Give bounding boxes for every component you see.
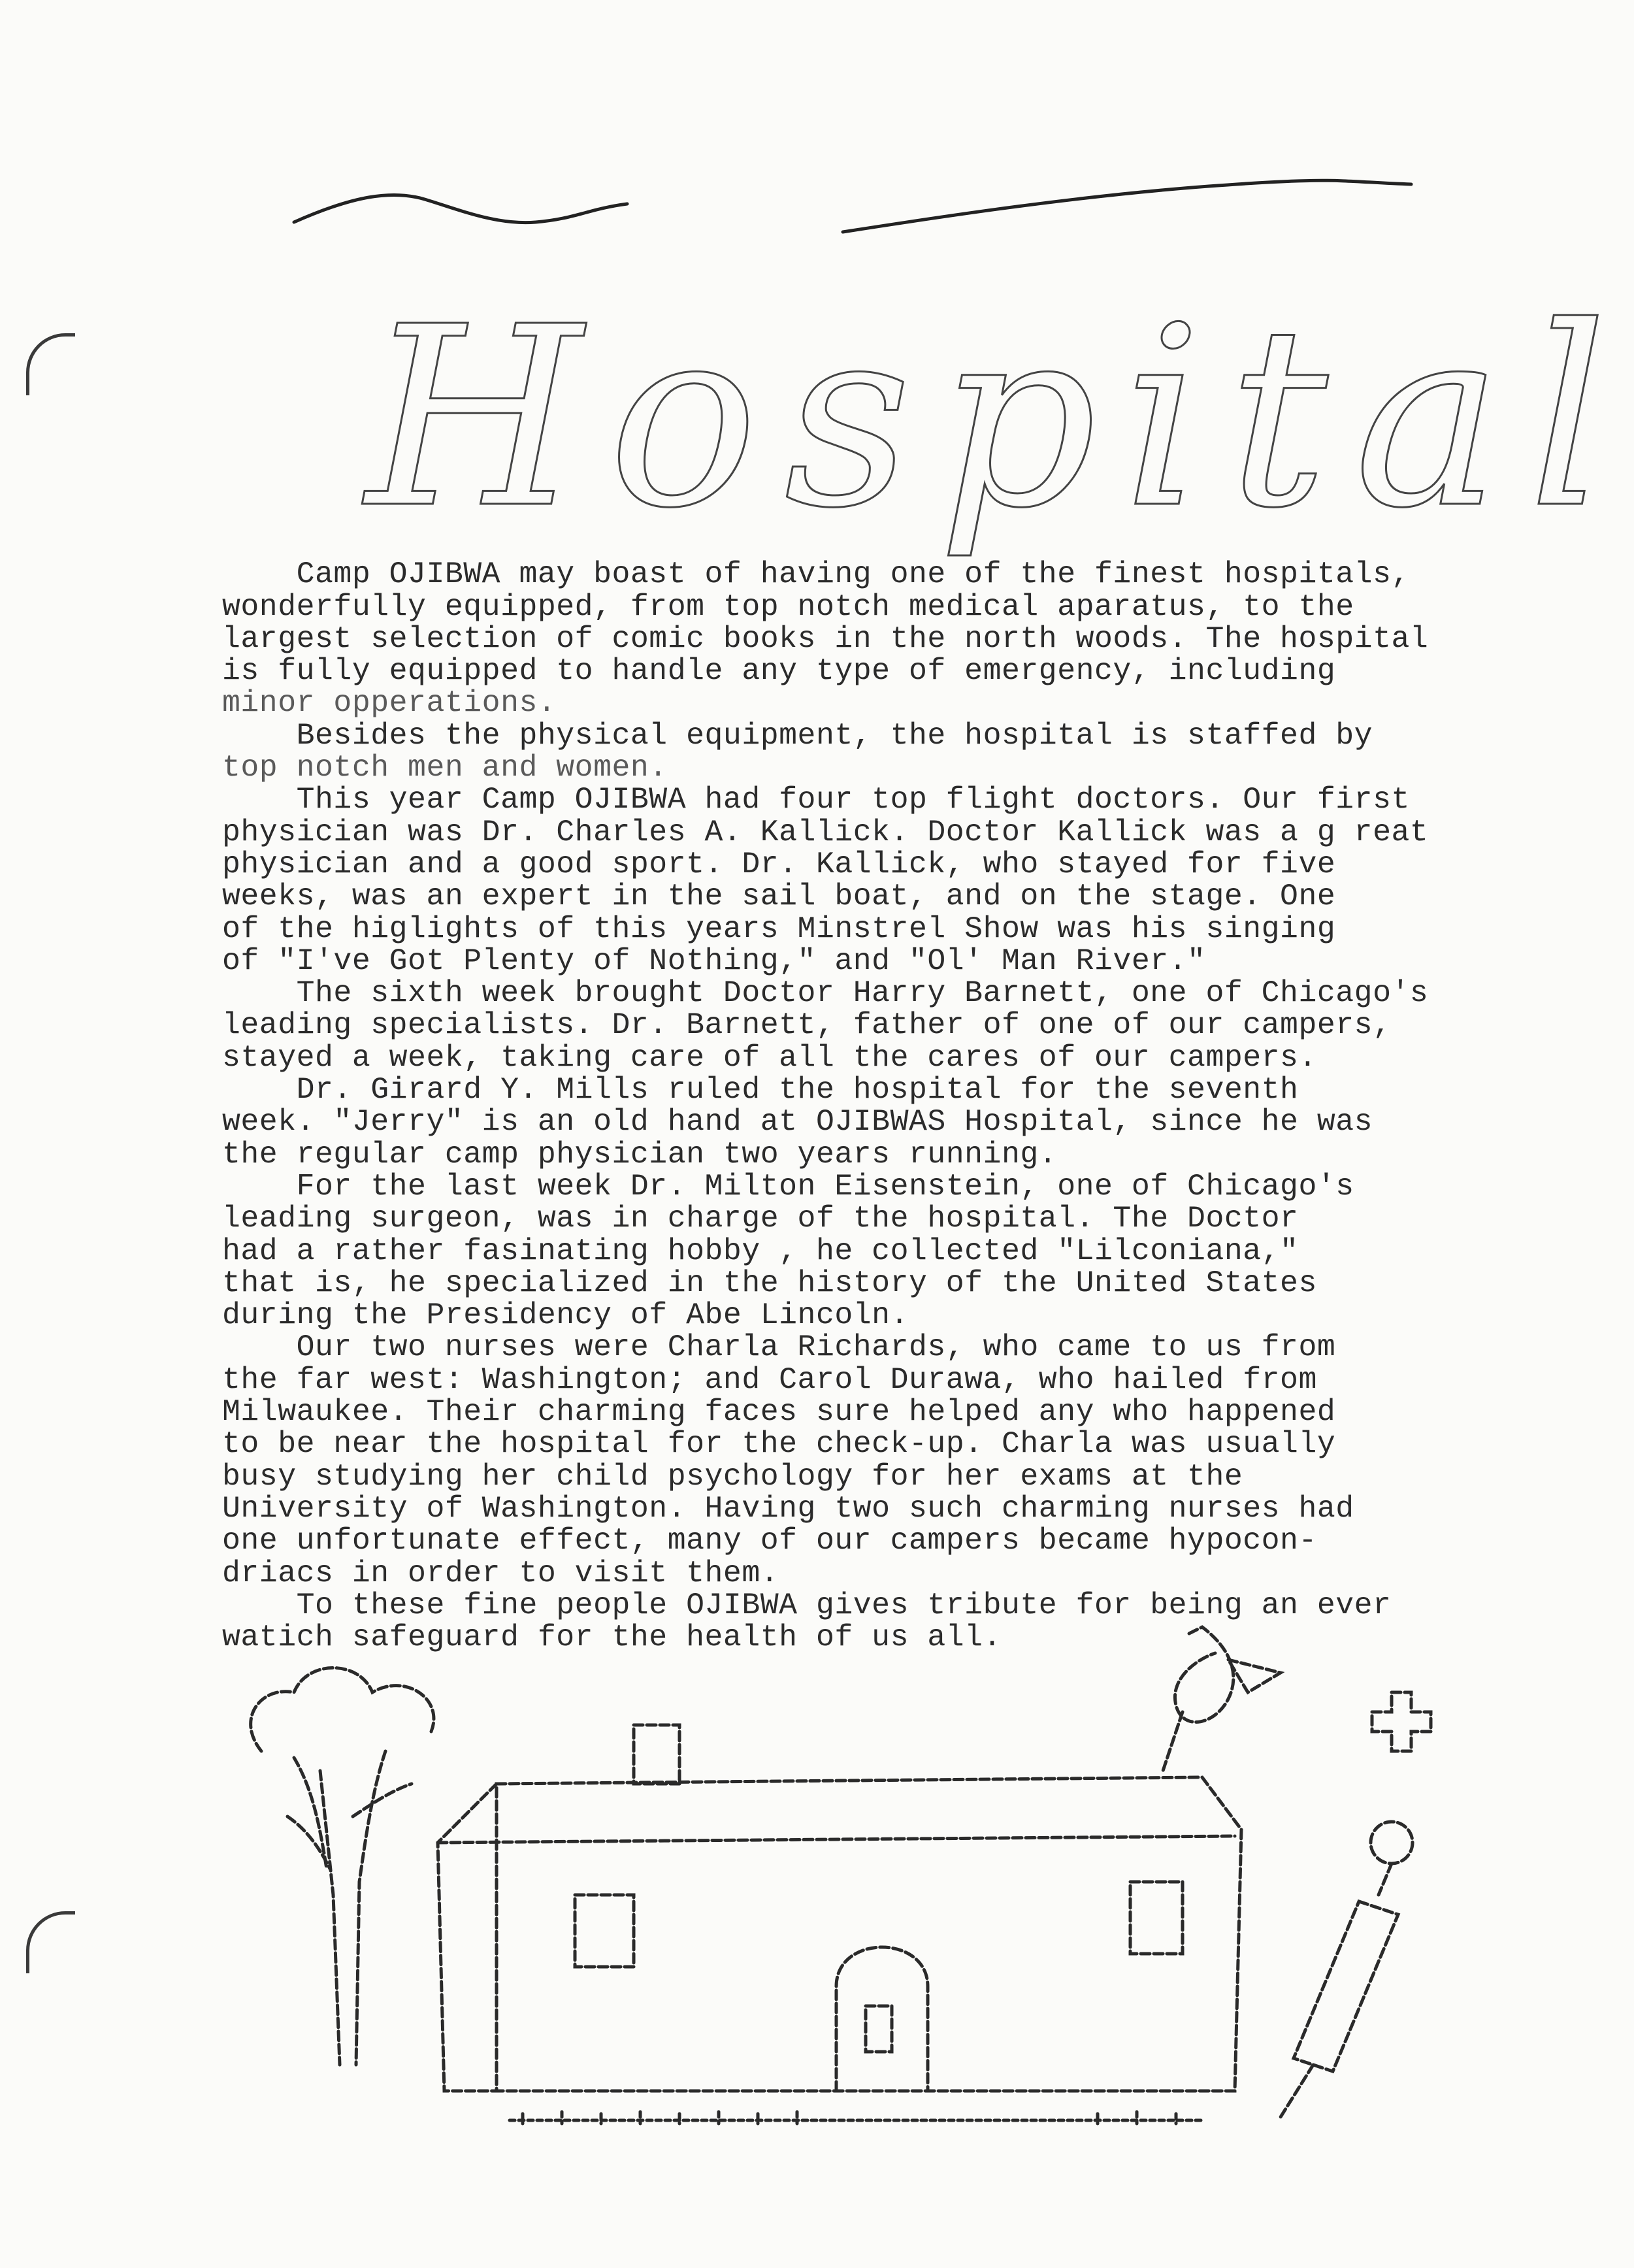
paragraph-mills: Dr. Girard Y. Mills ruled the hospital for the seventh week. "Jerry" is an old hand at OJIBWAS Hospital, since he was the regular camp physician two years running.	[222, 1072, 1373, 1172]
article-body	[222, 526, 1463, 1653]
house-icon	[438, 1777, 1241, 2091]
paragraph-tribute: To these fine people OJIBWA gives tribute for being an ever watich safeguard for the health of us all.	[222, 1587, 1392, 1655]
tree-icon	[251, 1668, 434, 2065]
hospital-drawing-illustration	[222, 1620, 1450, 2143]
punch-hole-mark	[26, 333, 75, 395]
syringe-icon	[1281, 1822, 1413, 2117]
page-title: Hospital	[366, 273, 1634, 563]
paragraph-doctors: This year Camp OJIBWA had four top flight doctors. Our first physician was Dr. Charles A. Kallick. Doctor Kallick was a g reat physician and a good sport. Dr. Kallick, who stayed for five weeks, was an expert in the sail boat, and on the stage. One of the higlights of this years Minstrel Show was his singing of "I've Got Plenty of Nothing," and "Ol' Man River."	[222, 782, 1429, 978]
paragraph-eisenstein: For the last week Dr. Milton Eisenstein, one of Chicago's leading surgeon, was in charge of the hospital. The Doctor had a rather fasinating hobby , he collected "Lilconiana," that is, he specialized in the history of the United States during the Presidency of Abe Lincoln.	[222, 1168, 1354, 1333]
medical-cross-icon	[1372, 1692, 1431, 1751]
paragraph-intro: Camp OJIBWA may boast of having one of the finest hospitals, wonderfully equipped, from top notch medical aparatus, to the largest selection of comic books in the north woods. The hospital is fully equipped to handle any type of emergency, including minor opperations.	[222, 557, 1429, 721]
paragraph-barnett: The sixth week brought Doctor Harry Barnett, one of Chicago's leading specialists. Dr. Barnett, father of one of our campers, stayed a week, taking care of all the cares of our campers.	[222, 976, 1429, 1075]
punch-hole-mark	[26, 1911, 75, 1973]
ground-line	[510, 2112, 1202, 2124]
stethoscope-icon	[1163, 1627, 1281, 1771]
paragraph-nurses: Our two nurses were Charla Richards, who came to us from the far west: Washington; and Carol Durawa, who hailed from Milwaukee. Their charming faces sure helped any who happened to be near the hospital for the check-up. Charla was usually busy studying her child psychology for her exams at the University of Washington. Having two such charming nurses had one unfortunate effect, many of our campers became hypocon- driacs in order to visit them.	[222, 1330, 1354, 1590]
paragraph-staff: Besides the physical equipment, the hospital is staffed by top notch men and women.	[222, 717, 1373, 785]
chimney-icon	[634, 1725, 679, 1784]
